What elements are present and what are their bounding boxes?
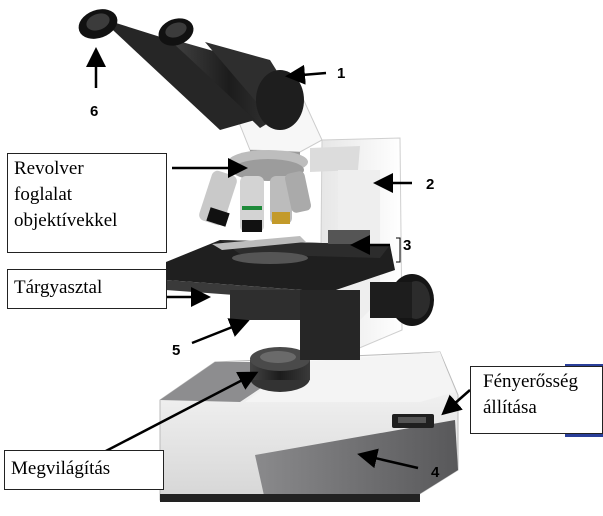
arrow-5 xyxy=(192,322,245,343)
label-illumination-text: Megvilágítás xyxy=(11,458,111,479)
label-number-3: 3 xyxy=(403,237,412,254)
label-number-2: 2 xyxy=(426,176,435,193)
label-illumination xyxy=(4,450,164,490)
arrow-1 xyxy=(290,73,326,76)
label-brightness xyxy=(470,366,603,434)
label-number-1: 1 xyxy=(337,65,346,82)
label-number-5: 5 xyxy=(172,342,181,359)
label-revolver-line-3: objektívekkel xyxy=(14,210,118,231)
label-number-4: 4 xyxy=(431,464,440,481)
eyepiece-tubes xyxy=(74,4,304,130)
accent-line-top xyxy=(565,364,603,366)
label-revolver-line-1: Revolver xyxy=(14,158,84,179)
label-stage-text: Tárgyasztal xyxy=(14,277,103,298)
label-brightness-line-2: állítása xyxy=(483,397,537,418)
accent-line-bottom xyxy=(565,434,603,437)
label-revolver-line-2: foglalat xyxy=(14,184,73,205)
label-stage xyxy=(7,269,167,309)
label-revolver xyxy=(7,153,167,253)
label-number-6: 6 xyxy=(90,103,99,120)
revolving-nosepiece xyxy=(198,150,312,232)
label-brightness-line-1: Fényerősség xyxy=(483,371,578,392)
